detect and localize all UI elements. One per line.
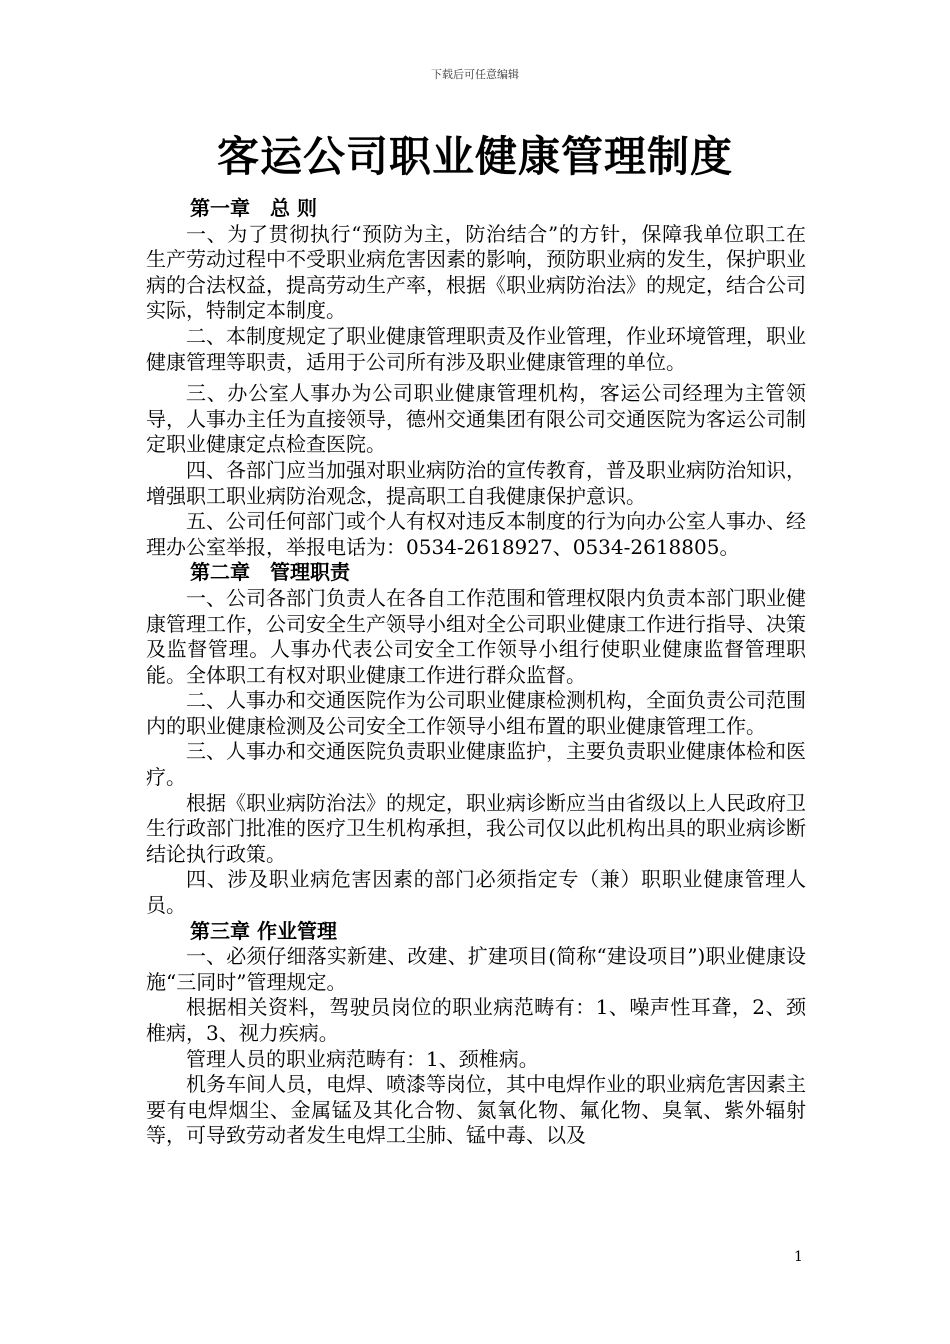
paragraph: 一、公司各部门负责人在各自工作范围和管理权限内负责本部门职业健康管理工作，公司安全生产领导小组对全公司职业健康工作进行指导、决策及监督管理。人事办代表公司安全工作领导小组行使职业健康监督管理职能。全体职工有权对职业健康工作进行群众监督。: [146, 585, 806, 687]
chapter-heading: 第三章 作业管理: [190, 918, 337, 943]
chapter-heading: 第二章 管理职责: [190, 560, 350, 585]
paragraph: 一、必须仔细落实新建、改建、扩建项目(简称“建设项目”)职业健康设施“三同时”管理规定。: [146, 944, 806, 994]
paragraph: 管理人员的职业病范畴有：1、颈椎病。: [186, 1046, 539, 1071]
document-title: 客运公司职业健康管理制度: [216, 132, 733, 181]
paragraph: 二、本制度规定了职业健康管理职责及作业管理，作业环境管理，职业健康管理等职责，适用于公司所有涉及职业健康管理的单位。: [146, 323, 806, 374]
header-note: 下载后可任意编辑: [431, 68, 519, 81]
paragraph: 机务车间人员，电焊、喷漆等岗位，其中电焊作业的职业病危害因素主要有电焊烟尘、金属锰及其化合物、氮氧化物、氟化物、臭氧、紫外辐射等，可导致劳动者发生电焊工尘肺、锰中毒、以及: [146, 1072, 806, 1148]
paragraph: 一、为了贯彻执行“预防为主，防治结合”的方针，保障我单位职工在生产劳动过程中不受职业病危害因素的影响，预防职业病的发生，保护职业病的合法权益，提高劳动生产率，根据《职业病防治法》的规定，结合公司实际，特制定本制度。: [146, 221, 806, 323]
page-number: 1: [794, 1249, 803, 1265]
paragraph: 根据相关资料，驾驶员岗位的职业病范畴有：1、噪声性耳聋，2、颈椎病，3、视力疾病。: [146, 995, 806, 1045]
paragraph: 三、办公室人事办为公司职业健康管理机构，客运公司经理为主管领导，人事办主任为直接领导，德州交通集团有限公司交通医院为客运公司制定职业健康定点检查医院。: [146, 381, 806, 457]
paragraph: 四、各部门应当加强对职业病防治的宣传教育，普及职业病防治知识，增强职工职业病防治观念，提高职工自我健康保护意识。: [146, 457, 806, 508]
document-body: [146, 196, 806, 1149]
paragraph: 三、人事办和交通医院负责职业健康监护，主要负责职业健康体检和医疗。: [146, 739, 806, 790]
paragraph: 根据《职业病防治法》的规定，职业病诊断应当由省级以上人民政府卫生行政部门批准的医疗卫生机构承担，我公司仅以此机构出具的职业病诊断结论执行政策。: [146, 790, 806, 866]
paragraph: 四、涉及职业病危害因素的部门必须指定专（兼）职职业健康管理人员。: [146, 867, 806, 918]
paragraph: 二、人事办和交通医院作为公司职业健康检测机构，全面负责公司范围内的职业健康检测及公司安全工作领导小组布置的职业健康管理工作。: [146, 688, 806, 738]
chapter-heading: 第一章 总 则: [190, 196, 317, 220]
paragraph: 五、公司任何部门或个人有权对违反本制度的行为向办公室人事办、经理办公室举报，举报电话为：0534-2618927、0534-2618805。: [146, 509, 806, 559]
